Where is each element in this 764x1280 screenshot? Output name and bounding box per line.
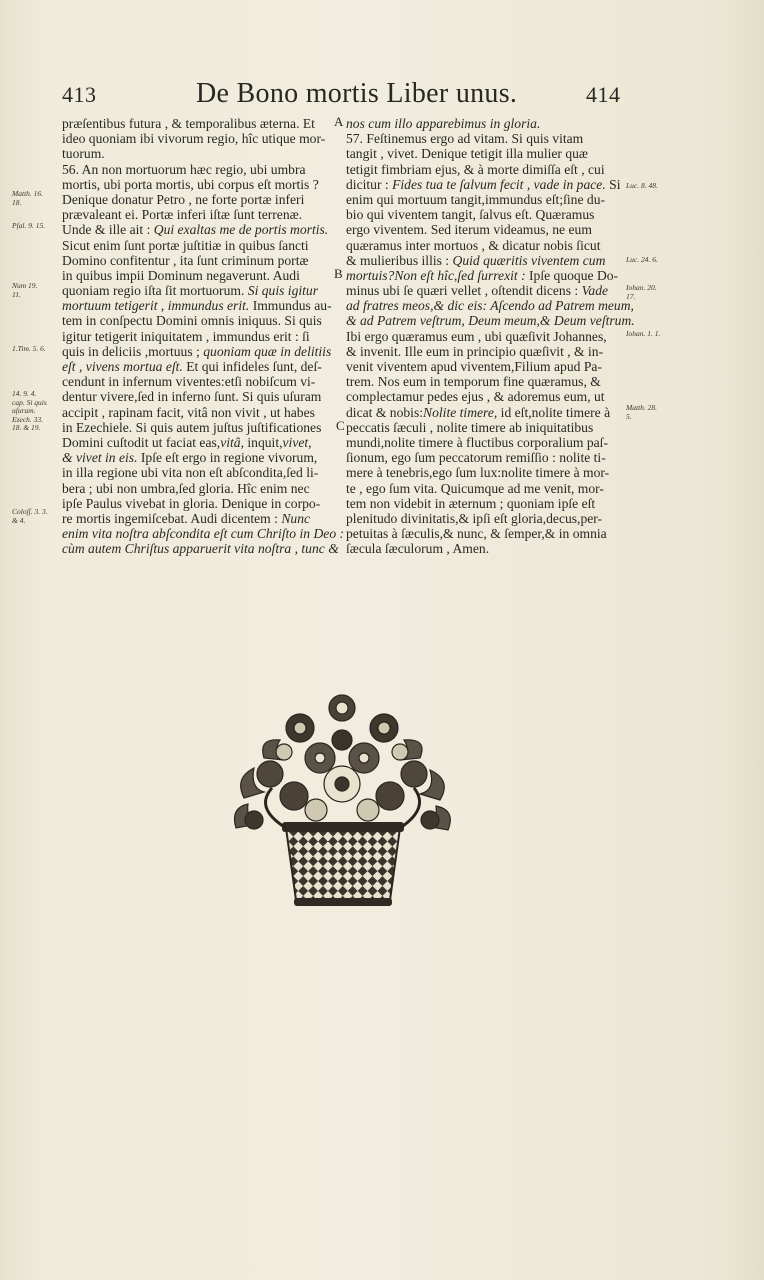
text-segment: re mortis ingemiſcebat. Audi dicentem : [62,510,282,526]
text-segment: in illa regione ubi vita non eſt abſcondita,ſed li- [62,465,319,481]
margin-note-line: Iohan. 1. 1. [626,329,661,338]
text-line [62,344,340,359]
text-line [62,192,340,207]
text-segment: inquit, [243,434,283,450]
text-line [62,177,340,192]
text-segment: Nunc [281,510,311,526]
text-segment: tangit , vivet. Denique tetigit illa mulier quæ [346,146,588,162]
margin-note-line: Iohan. 20. [626,283,657,292]
text-segment: Ibi ergo quæramus eum , ubi quæſivit Johannes, [346,328,607,344]
margin-note-line: & 4. [12,515,26,525]
margin-note-left-1 [12,190,54,207]
text-segment: bio qui viventem tangit, ſalvus eſt. Quæramus [346,207,595,223]
text-line [62,131,340,146]
text-line [346,162,624,177]
text-line [346,192,624,207]
text-segment: Domini cuſtodit ut faciat eas, [62,434,221,450]
text-line [62,389,340,404]
text-segment: Si [605,176,621,192]
text-line [346,389,624,404]
text-segment: peccatis ſæculi , nolite timere ab iniquitatibus [346,419,594,435]
text-segment: te , ego ſum vita. Quicumque ad me venit, mor- [346,480,604,496]
text-line [346,526,624,541]
text-segment: ſæcula ſæculorum , Amen. [346,541,490,557]
text-segment: Ipſe quoque Do- [525,267,619,283]
text-line [62,450,340,465]
text-segment: tem in conſpectu Domini omnis iniquus. Si quis [62,313,322,329]
text-segment: mundi,nolite timere à fluctibus corporalium paſ- [346,434,608,450]
text-line [346,283,624,298]
text-segment: 57. Feſtinemus ergo ad vitam. Si quis vitam [346,131,584,147]
text-line [62,359,340,374]
text-segment: Qui exaltas me de portis mortis. [153,222,329,238]
text-line [62,268,340,283]
text-line [346,450,624,465]
text-segment: prævaleant ei. Portæ inferi iſtæ ſunt terrenæ. [62,207,303,223]
text-segment: minus ubi ſe quæri vellet , oſtendit dicens : [346,283,582,299]
text-line [62,162,340,177]
running-title: De Bono mortis Liber unus. [196,78,518,109]
text-line [62,283,340,298]
text-line [346,253,624,268]
margin-note-right-1 [626,182,686,191]
margin-note-line: Luc. 24. 6. [626,255,658,264]
text-segment: & mulieribus illis : [346,252,453,268]
text-segment: dentur vivere,ſed in inferno ſunt. Si quis uſuram [62,389,322,405]
text-segment: 56. An non mortuorum hæc regio, ubi umbra [62,161,306,177]
left-column [62,116,345,557]
text-segment: bera ; ubi non umbra,ſed gloria. Hîc enim nec [62,480,310,496]
page-number-left: 413 [62,82,97,107]
text-segment: cendunt in infernum viventes:etſi nobiſcum vi- [62,374,316,390]
margin-note-line: Matth. 16. [12,189,44,198]
text-segment: Vade [581,283,609,299]
margin-note-line: Matth. 28. [626,403,658,412]
margin-note-line: 18. [12,197,22,207]
page-number-right: 414 [586,82,621,107]
text-line [346,541,624,556]
text-segment: quis in deliciis ,mortuus ; [62,343,204,359]
text-segment: dicitur : [346,176,393,192]
text-line [62,496,340,511]
text-line [62,481,340,496]
text-line [346,177,624,192]
text-segment: vitâ, [220,434,244,450]
text-segment: Denique donatur Petro , ne forte portæ inferi [62,191,305,207]
text-line [62,420,340,435]
text-segment: Immundus au- [249,298,332,314]
text-segment: ad fratres meos,& dic eis: Aſcendo ad Patrem meum, [346,298,634,314]
text-line [62,146,340,161]
text-segment: tetigit fimbriam ejus, & à morte dimiſſa eſt , cui [346,161,605,177]
margin-note-line: 11. [12,289,21,299]
text-line [62,465,340,480]
text-segment: & invenit. Ille eum in principio quæſivit , & in- [346,343,604,359]
margin-note-left-3 [12,282,54,299]
text-line [62,298,340,313]
section-letter-c: C [336,418,345,433]
text-segment: mortis, ubi porta mortis, ubi corpus eſt mortis ? [62,176,319,192]
margin-note-line: Num 19. [12,281,38,290]
text-segment: vivet, [282,434,312,450]
text-segment: tem non videbit in æternum ; quoniam ipſe eſt [346,495,596,511]
text-segment: igitur tetigerit iniquitatem , immundus erit : ſi [62,328,310,344]
text-line [62,207,340,222]
text-line [346,374,624,389]
margin-note-line: 14. 9. 4. [12,389,37,398]
text-segment: Ipſe eſt ergo in regione vivorum, [137,450,318,466]
text-line [62,511,340,526]
text-segment: dicat & nobis: [346,404,424,420]
margin-note-line: 5. [626,411,632,421]
margin-note-right-3 [626,284,686,301]
text-line [62,374,340,389]
text-segment: in quibus impii Dominum negaverunt. Audi [62,267,300,283]
text-segment: Domino confitentur , ita ſunt criminum portæ [62,252,309,268]
text-line [62,405,340,420]
text-line [62,526,345,542]
text-line [346,344,624,359]
margin-note-line: Luc. 8. 48. [626,181,658,190]
text-segment: mortuum tetigerit , immundus erit. [62,298,250,314]
margin-note-line: Pſal. 9. 15. [12,221,46,230]
text-line [346,146,624,161]
text-line [62,541,340,556]
text-segment: accipit , rapinam facit, vitâ non vivit , ut habes [62,404,315,420]
text-segment: in Ezechiele. Si quis autem juſtus juſtificationes [62,419,322,435]
text-line [346,298,634,314]
margin-note-line: Coloſſ. 3. 3. [12,507,48,516]
text-line [346,435,624,450]
margin-note-right-2 [626,256,686,265]
margin-note-left-2 [12,222,54,231]
text-segment: & vivet in eis. [62,450,138,466]
text-line [346,131,624,146]
text-segment: quoniam regio iſta ſit mortuorum. [62,283,248,299]
text-segment: ergo viventem. Sed iterum videamus, ne eum [346,222,592,238]
text-segment: Quid quæritis viventem cum [452,252,606,268]
text-line [62,116,340,131]
text-segment: id eſt,nolite timere à [497,404,611,420]
text-line [62,329,340,344]
text-line [62,238,340,253]
margin-note-line: 17. [626,291,636,301]
text-segment: quæramus inter mortuos , & dicatur nobis ſicut [346,237,601,253]
text-segment: Si quis igitur [247,283,319,299]
text-segment: ſionum, ego ſum peccatorum remiſſio : nolite ti- [346,450,606,466]
text-segment: petuitas à ſæculis,& nunc, & ſemper,& in omnia [346,526,607,542]
margin-note-line: 1.Tim. 5. 6. [12,344,46,353]
text-line [346,222,624,237]
text-segment: tuorum. [62,146,105,162]
text-line [346,116,624,131]
text-line [346,238,624,253]
text-segment: quoniam quæ in delitiis [203,343,332,359]
margin-note-left-5 [12,390,54,433]
text-segment: ideo quoniam ibi vivorum regio, hîc utique mor- [62,131,326,147]
text-line [346,329,624,344]
text-line [346,481,624,496]
text-segment: mortuis?Non eſt hîc,ſed ſurrexit : [346,267,526,283]
text-segment: venit viventem apud viventem,Filium apud Pa- [346,359,602,374]
text-line [346,420,624,435]
text-line [62,253,340,268]
text-segment: Sicut enim ſunt portæ juſtitiæ in quibus ſancti [62,237,309,253]
margin-note-left-6 [12,508,54,525]
text-segment: ipſe Paulus vivebat in gloria. Denique in corpo- [62,495,321,511]
text-line [346,496,624,511]
text-line [62,435,340,450]
text-segment: enim qui mortuum tangit,immundus eſt;ſine du- [346,191,606,207]
text-segment: trem. Nos eum in temporum fine quæramus, & [346,374,601,390]
text-segment: mere à tenebris,ego ſum lux:nolite timere à mor- [346,465,610,481]
margin-note-line: Ezech. 33. [12,414,44,424]
margin-note-right-5 [626,404,686,421]
section-letter-b: B [334,266,343,281]
flower-basket-ornament [224,688,460,916]
text-line [346,313,635,329]
text-line [346,465,624,480]
margin-note-line: 18. & 19. [12,423,41,432]
text-line [62,222,340,237]
text-segment: præſentibus futura , & temporalibus æterna. Et [62,116,315,131]
text-line [346,207,624,222]
section-letter-a: A [334,114,344,129]
margin-note-line: cap. Si quis [12,397,47,407]
text-segment: plenitudo divinitatis,& ipſi eſt gloria,decus,per- [346,510,603,526]
text-line [346,268,624,283]
text-segment: Et qui infideles ſunt, deſ- [182,359,322,374]
text-segment: Nolite timere, [423,404,498,420]
text-segment: Unde & ille ait : [62,222,154,238]
text-segment: enim vita noſtra abſcondita eſt cum Chriſto in Deo : [62,526,345,542]
text-line [346,359,624,374]
margin-note-left-4 [12,345,54,354]
text-segment: complectamur pedes ejus , & adoremus eum, ut [346,389,605,405]
text-line [346,405,624,420]
margin-note-line: uſuram. [12,406,36,415]
text-segment: Fides tua te ſalvum fecit , vade in pace. [392,176,606,192]
text-segment: nos cum illo apparebimus in gloria. [346,116,541,131]
running-header [0,78,764,118]
text-segment: eſt , vivens mortua eſt. [62,359,183,374]
text-line [346,511,624,526]
text-line [62,313,340,328]
text-segment: cùm autem Chriſtus apparuerit vita noſtra , tunc & [62,541,339,557]
text-segment: & ad Patrem veſtrum, Deum meum,& Deum veſtrum. [346,313,635,329]
margin-note-right-4 [626,330,686,339]
